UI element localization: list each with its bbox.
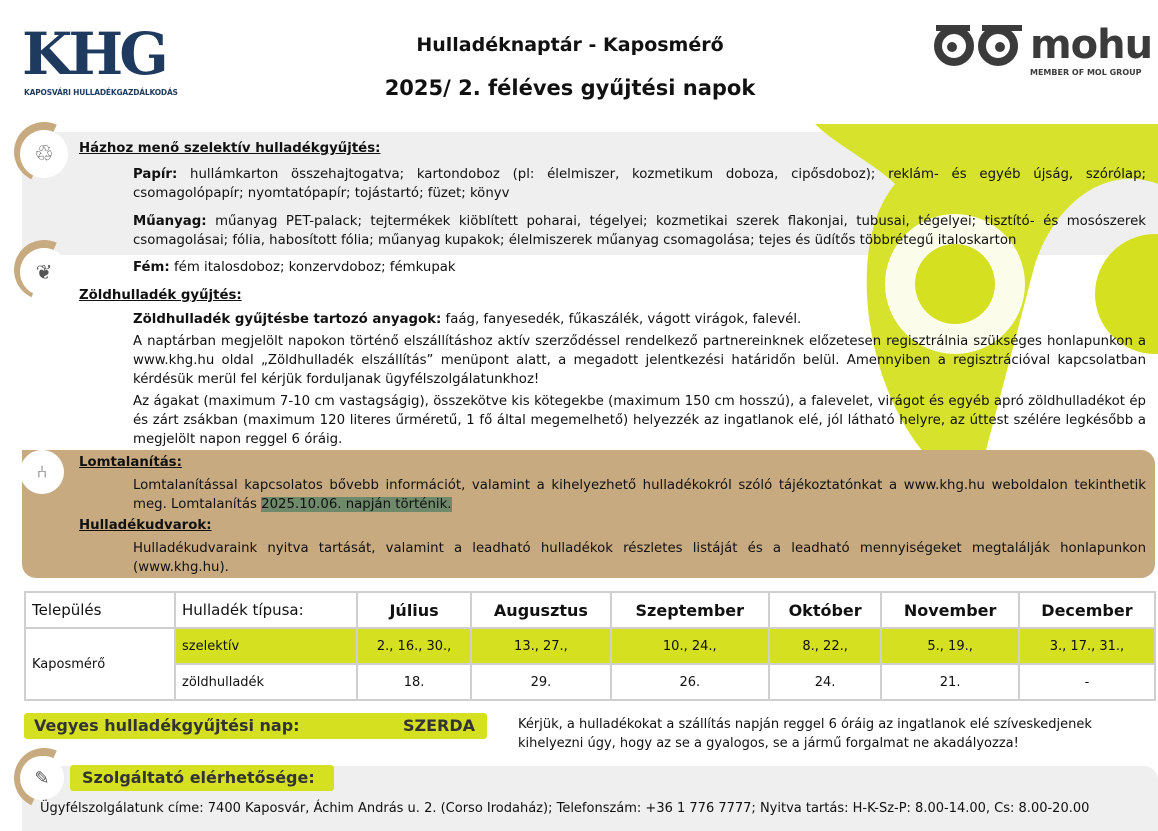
plastic-text: műanyag PET-palack; tejtermékek kiöblített poharai, tégelyei; kozmetikai szerek flakonjai, tubusai, tégelyei; tisztító- és mosószerek csomagolásai; fólia, habosított fólia; műanyag kupakok; élelmiszerek műanyag csomagolása; tejes és üdítős többrétegű italoskarton: [133, 214, 1146, 248]
leaf-icon: ❦: [35, 260, 53, 284]
selective-heading: Házhoz menő szelektív hulladékgyűjtés:: [79, 141, 381, 156]
header-month: December: [1019, 592, 1155, 628]
yards-text: Hulladékudvaraink nyitva tartását, valamint a leadható hulladékok részletes listáját és a leadható mennyiségeket megtalálják honlapunkon (www.khg.hu).: [133, 541, 1146, 575]
khg-logo-subtitle: KAPOSVÁRI HULLADÉKGAZDÁLKODÁS: [24, 88, 178, 97]
khg-logo: KHG: [22, 20, 165, 88]
mohu-owl-icon: [932, 22, 1027, 72]
type-cell: zöldhulladék: [175, 664, 357, 700]
metal-label: Fém:: [133, 260, 170, 275]
green-registration-text: A naptárban megjelölt napokon történő elszállításhoz aktív szerződéssel rendelkező partnereinknek előzetesen regisztrálnia szükséges honlapunkon a www.khg.hu oldal „Zöldhulladék elszállítás” menüpont alatt, a megadott jelentkezési határidőn belül. Amennyiben a regisztrációval kapcsolatban kérdésük merül fel kérjük forduljanak ügyfélszolgálatunkhoz!: [133, 334, 1146, 387]
mixed-waste-day: SZERDA: [402, 716, 475, 735]
green-placement-text: Az ágakat (maximum 7-10 cm vastagságig), összekötve kis kötegekbe (maximum 150 cm hosszú), a falevelet, virágot és egyéb apró zöldhulladékot ép és zárt zsákban (maximum 120 literes űrméretű, 1 fő által megemelhető) helyezzék az ingatlanok elé, jól látható helyre, az úttest szélére legkésőbb a megjelölt napon reggel 6 óráig.: [133, 394, 1146, 447]
mixed-waste-day-bar: [24, 713, 487, 739]
paper-text: hullámkarton összehajtogatva; kartondoboz (pl: élelmiszer, kozmetikum doboza, cipősdoboz); reklám- és egyéb újság, szórólap; csomagolópapír; nyomtatópapír; tojástartó; füzet; könyv: [133, 167, 1146, 201]
date-cell: 3., 17., 31.,: [1019, 628, 1155, 664]
header-month: November: [881, 592, 1019, 628]
plastic-item: [133, 212, 1146, 250]
green-materials-text: faág, fanyesedék, fűkaszálék, vágott virágok, falevél.: [441, 312, 802, 327]
paper-label: Papír:: [133, 167, 178, 182]
settlement-cell: Kaposmérő: [25, 628, 175, 700]
bulky-text-body: Lomtalanítással kapcsolatos bővebb információt, valamint a kihelyezhető hulladékokról szóló tájékoztatónkat a www.khg.hu weboldalon tekinthetik meg. Lomtalanítás: [133, 478, 1146, 512]
yards-heading: Hulladékudvarok:: [79, 518, 212, 533]
page-subtitle: 2025/ 2. féléves gyűjtési napok: [384, 76, 756, 100]
recycle-icon: ♲: [34, 141, 54, 167]
date-cell: 2., 16., 30.,: [357, 628, 471, 664]
table-header-row: [25, 592, 1155, 628]
table-row-green: [25, 664, 1155, 700]
green-materials: [133, 310, 1146, 329]
header-month: Augusztus: [471, 592, 610, 628]
header-settlement: Település: [25, 592, 175, 628]
type-cell: szelektív: [175, 628, 357, 664]
header-month: Szeptember: [611, 592, 769, 628]
mohu-logo-subtitle: MEMBER OF MOL GROUP: [1030, 68, 1142, 77]
metal-text: fém italosdoboz; konzervdoboz; fémkupak: [169, 260, 456, 275]
plastic-label: Műanyag:: [133, 214, 207, 229]
header-month: Október: [769, 592, 881, 628]
date-cell: 21.: [881, 664, 1019, 700]
contact-text: Ügyfélszolgálatunk címe: 7400 Kaposvár, Áchim András u. 2. (Corso Irodaház); Telefonszám: +36 1 776 7777; Nyitva tartás: H-K-Sz-P: 8.00-14.00, Cs: 8.00-20.00: [40, 801, 1090, 816]
paper-item: [133, 165, 1146, 203]
date-cell: 18.: [357, 664, 471, 700]
mixed-waste-label: Vegyes hulladékgyűjtési nap:: [34, 716, 300, 735]
date-cell: 8., 22.,: [769, 628, 881, 664]
date-cell: 10., 24.,: [611, 628, 769, 664]
metal-item: [133, 258, 1146, 277]
header-month: Július: [357, 592, 471, 628]
table-row-selective: [25, 628, 1155, 664]
edit-icon: ✎: [34, 767, 50, 789]
mixed-waste-note: Kérjük, a hulladékokat a szállítás napján reggel 6 óráig az ingatlanok elé szíveskedjenek kihelyezni úgy, hogy az se a gyalogos, se a jármű forgalmat ne akadályozza!: [518, 717, 1092, 751]
contact-heading: Szolgáltató elérhetősége:: [70, 765, 334, 791]
page-title: Hulladéknaptár - Kaposmérő: [416, 34, 724, 56]
schedule-table: [24, 591, 1156, 701]
date-cell: 26.: [611, 664, 769, 700]
green-heading: Zöldhulladék gyűjtés:: [79, 288, 242, 303]
date-cell: 29.: [471, 664, 610, 700]
header-type: Hulladék típusa:: [175, 592, 357, 628]
date-cell: 5., 19.,: [881, 628, 1019, 664]
mohu-logo: mohu: [1030, 22, 1153, 68]
bulky-text: [133, 476, 1146, 514]
date-cell: -: [1019, 664, 1155, 700]
date-cell: 24.: [769, 664, 881, 700]
chair-icon: ⑃: [36, 461, 48, 483]
bulky-date-highlight: 2025.10.06. napján történik.: [261, 497, 452, 512]
green-materials-label: Zöldhulladék gyűjtésbe tartozó anyagok:: [133, 312, 442, 327]
date-cell: 13., 27.,: [471, 628, 610, 664]
bulky-heading: Lomtalanítás:: [79, 455, 182, 470]
